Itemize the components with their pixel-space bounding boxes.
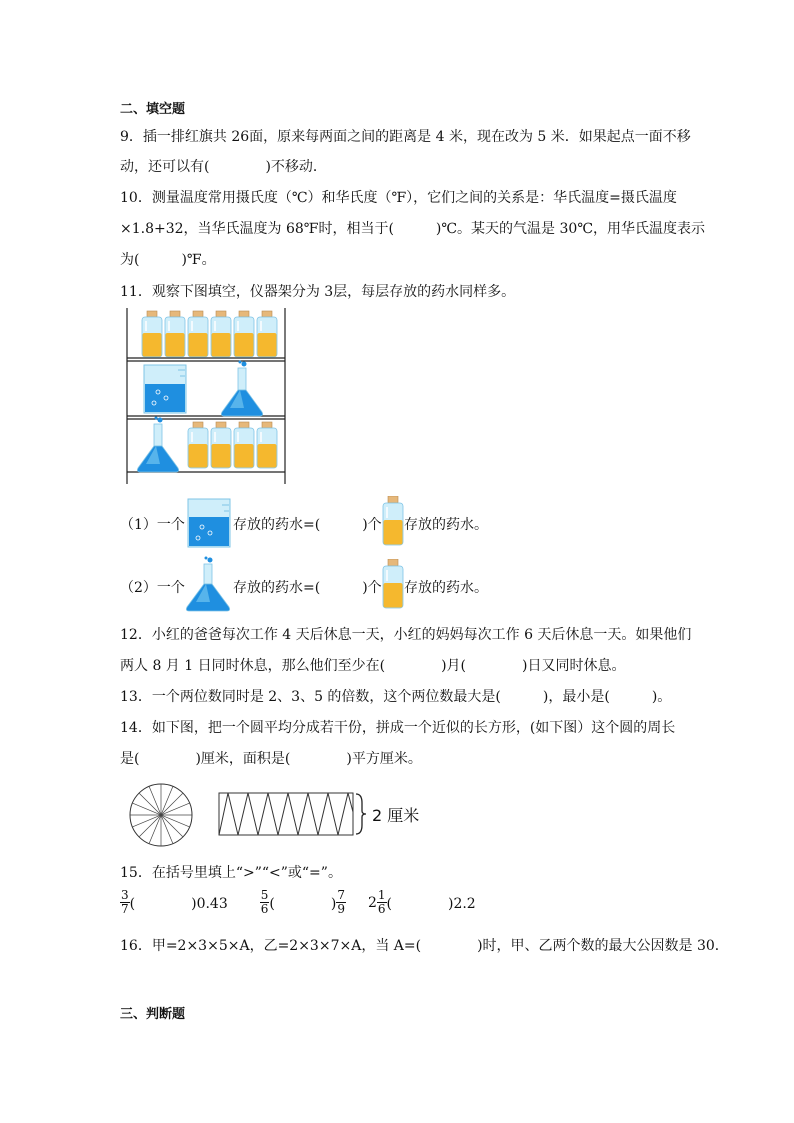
q14-line1: 14．如下图，把一个圆平均分成若干份，拼成一个近似的长方形，(如下图）这个圆的周长 — [120, 720, 676, 736]
bottle-icon — [382, 496, 404, 546]
instrument-shelf-figure — [124, 308, 288, 484]
q12-line1: 12．小红的爸爸每次工作 4 天后休息一天，小红的妈妈每次工作 6 天后休息一天。如果他们 — [120, 627, 692, 643]
fraction-1-6: $\frac{1}{6}$ — [377, 888, 386, 916]
q10-line1: 10．测量温度常用摄氏度（℃）和华氏度（℉），它们之间的关系是：华氏温度=摄氏温度 — [120, 190, 677, 206]
q15-stem: 15．在括号里填上“>”“<”或“=”。 — [120, 865, 342, 881]
rectangle-height-label: 2 厘米 — [372, 806, 420, 825]
q9-line2: 动，还可以有( )不移动． — [120, 159, 327, 175]
divided-circle-figure — [128, 782, 194, 848]
q10-line3: 为( )℉。 — [120, 252, 216, 268]
fraction-7-9: $\frac{7}{9}$ — [337, 888, 345, 916]
q11-part1-middle: 存放的药水=( )个 — [233, 517, 382, 533]
q11-part1-suffix: 存放的药水。 — [404, 517, 488, 533]
fraction-5-6: $\frac{5}{6}$ — [260, 888, 269, 916]
q9-line1: 9．插一排红旗共 26面，原来每两面之间的距离是 4 米，现在改为 5 米．如果起点一面不移 — [120, 129, 691, 145]
flask-icon — [184, 556, 232, 612]
q14-line2: 是( )厘米，面积是( )平方厘米。 — [120, 751, 422, 767]
q12-line2: 两人 8 月 1 日同时休息，那么他们至少在( )月( )日又同时休息。 — [120, 658, 626, 674]
q11-part2-prefix: （2）一个 — [120, 580, 185, 596]
q11-stem: 11．观察下图填空，仪器架分为 3层，每层存放的药水同样多。 — [120, 284, 516, 300]
q15-comparisons — [120, 889, 476, 916]
section-heading-fill-blank: 二、填空题 — [120, 102, 186, 117]
q15-blank-1: ( )0.43 — [129, 895, 228, 912]
mixed-number-whole: 2 — [367, 894, 377, 911]
q15-blank-2: ( ) — [269, 895, 337, 912]
section-heading-judge: 三、判断题 — [120, 1007, 186, 1022]
fraction-3-7: $\frac{3}{7}$ — [121, 888, 129, 916]
approx-rectangle-figure — [218, 792, 368, 836]
q10-line2: ×1.8+32，当华氏温度为 68℉时，相当于( )℃。某天的气温是 30℃，用华氏温度表示 — [120, 221, 705, 237]
beaker-icon — [186, 497, 232, 549]
q16-line1: 16．甲=2×3×5×A，乙=2×3×7×A，当 A=( )时，甲、乙两个数的最大公因数是 30． — [120, 938, 729, 954]
bottle-icon — [382, 559, 404, 609]
q11-part1-prefix: （1）一个 — [120, 517, 185, 533]
q11-part2-middle: 存放的药水=( )个 — [233, 580, 382, 596]
q11-part2-suffix: 存放的药水。 — [404, 580, 488, 596]
q15-blank-3: ( )2.2 — [386, 895, 476, 912]
q13-line1: 13．一个两位数同时是 2、3、5 的倍数，这个两位数最大是( )，最小是( )。 — [120, 689, 672, 705]
